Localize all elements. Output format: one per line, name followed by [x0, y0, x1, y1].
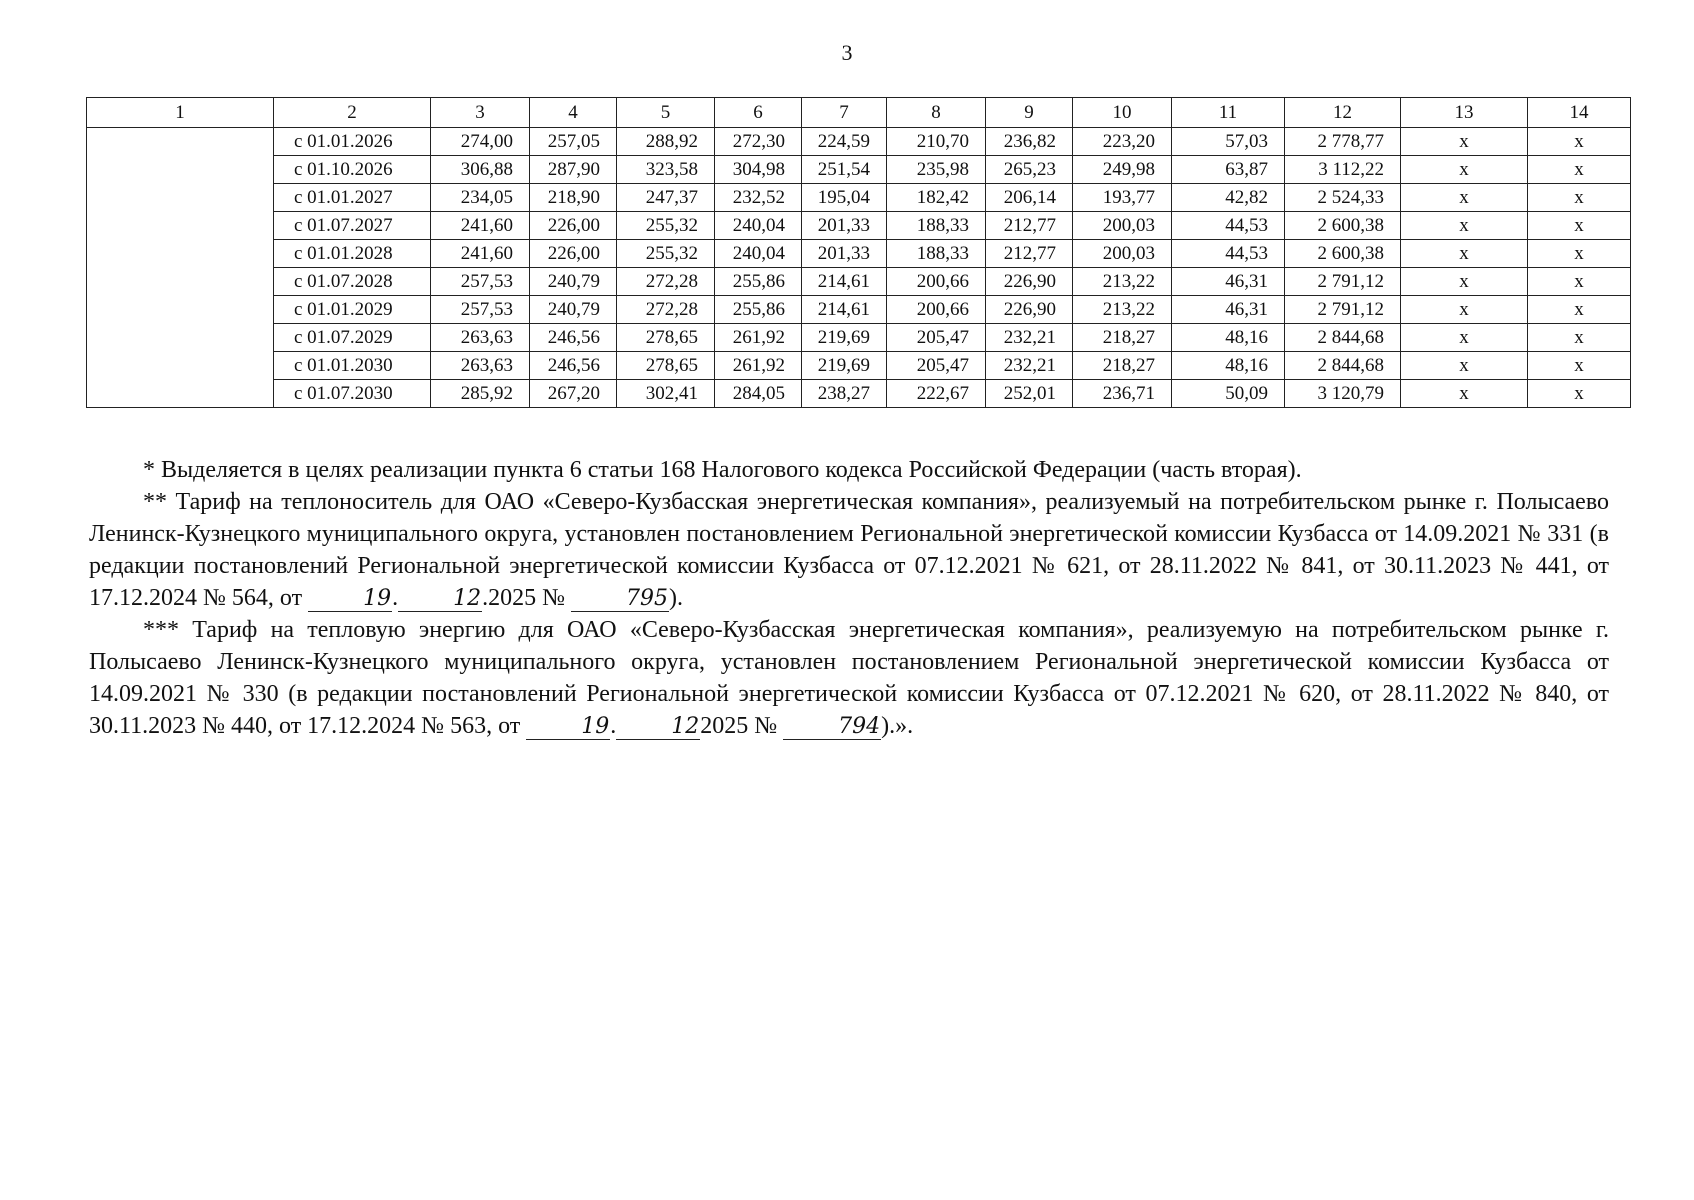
value-cell: 63,87: [1172, 156, 1285, 184]
handwritten-month: 12: [616, 715, 700, 740]
footnote-vat: * Выделяется в целях реализации пункта 6 статьи 168 Налогового кодекса Российской Федерации (часть вторая).: [143, 457, 1302, 483]
value-cell: 2 791,12: [1285, 296, 1401, 324]
value-cell: 285,92: [431, 380, 530, 408]
value-cell: 224,59: [802, 128, 887, 156]
value-cell: 272,28: [617, 296, 715, 324]
value-cell: 278,65: [617, 352, 715, 380]
table-row: [87, 296, 1631, 324]
table-row: [87, 324, 1631, 352]
column-header: 5: [617, 98, 715, 128]
table-row: [87, 352, 1631, 380]
value-cell: 238,27: [802, 380, 887, 408]
value-cell: 218,27: [1073, 324, 1172, 352]
value-cell: x: [1528, 324, 1631, 352]
footnote-heat-carrier: [89, 486, 1609, 614]
value-cell: 284,05: [715, 380, 802, 408]
value-cell: 255,86: [715, 268, 802, 296]
value-cell: 255,32: [617, 240, 715, 268]
value-cell: 44,53: [1172, 240, 1285, 268]
table-header: [87, 98, 1631, 128]
value-cell: x: [1401, 156, 1528, 184]
value-cell: 212,77: [986, 240, 1073, 268]
tariff-table: [86, 97, 1631, 408]
value-cell: 210,70: [887, 128, 986, 156]
value-cell: 226,90: [986, 268, 1073, 296]
value-cell: 240,04: [715, 240, 802, 268]
value-cell: 255,32: [617, 212, 715, 240]
value-cell: x: [1401, 380, 1528, 408]
value-cell: 182,42: [887, 184, 986, 212]
value-cell: 302,41: [617, 380, 715, 408]
header-row: [87, 98, 1631, 128]
value-cell: 200,66: [887, 296, 986, 324]
value-cell: 213,22: [1073, 268, 1172, 296]
value-cell: 234,05: [431, 184, 530, 212]
period-cell: с 01.07.2027: [274, 212, 431, 240]
date-separator: .: [610, 713, 617, 739]
table-row: [87, 128, 1631, 156]
value-cell: 200,03: [1073, 240, 1172, 268]
value-cell: 2 524,33: [1285, 184, 1401, 212]
value-cell: 42,82: [1172, 184, 1285, 212]
value-cell: 46,31: [1172, 296, 1285, 324]
column-header: 13: [1401, 98, 1528, 128]
column-header: 8: [887, 98, 986, 128]
footnote-heat-carrier-text: ** Тариф на теплоноситель для ОАО «Северо-Кузбасская энергетическая компания», реализуемый на потребительском рынке г. Полысаево Ленинск-Кузнецкого муниципального округа, установлен постановлением Региональной энергетической комиссии Кузбасса от 14.09.2021 № 331 (в редакции постановлений Региональной энергетической комиссии Кузбасса от 07.12.2021 № 621, от 28.11.2022 № 841, от 30.11.2023 № 441, от 17.12.2024 № 564, от: [89, 489, 1609, 611]
value-cell: 255,86: [715, 296, 802, 324]
value-cell: x: [1401, 324, 1528, 352]
value-cell: 241,60: [431, 212, 530, 240]
value-cell: 214,61: [802, 296, 887, 324]
value-cell: 219,69: [802, 352, 887, 380]
value-cell: 263,63: [431, 352, 530, 380]
column-header: 9: [986, 98, 1073, 128]
period-cell: с 01.07.2028: [274, 268, 431, 296]
value-cell: 274,00: [431, 128, 530, 156]
value-cell: 232,52: [715, 184, 802, 212]
period-cell: с 01.01.2027: [274, 184, 431, 212]
date-year: 2025 №: [700, 713, 784, 739]
handwritten-month: 12: [398, 587, 482, 612]
footnote-end: ).: [668, 585, 683, 611]
value-cell: 188,33: [887, 212, 986, 240]
period-cell: с 01.01.2026: [274, 128, 431, 156]
value-cell: 246,56: [530, 352, 617, 380]
value-cell: 226,90: [986, 296, 1073, 324]
value-cell: 2 778,77: [1285, 128, 1401, 156]
value-cell: 2 600,38: [1285, 212, 1401, 240]
table-row: [87, 268, 1631, 296]
value-cell: 257,53: [431, 296, 530, 324]
value-cell: 272,30: [715, 128, 802, 156]
value-cell: x: [1528, 296, 1631, 324]
value-cell: 3 120,79: [1285, 380, 1401, 408]
column-header: 12: [1285, 98, 1401, 128]
value-cell: 236,71: [1073, 380, 1172, 408]
value-cell: x: [1528, 268, 1631, 296]
value-cell: 48,16: [1172, 324, 1285, 352]
period-cell: с 01.01.2030: [274, 352, 431, 380]
value-cell: 218,27: [1073, 352, 1172, 380]
handwritten-day: 19: [526, 715, 610, 740]
value-cell: 240,04: [715, 212, 802, 240]
value-cell: x: [1528, 380, 1631, 408]
empty-cell: [87, 128, 274, 408]
value-cell: 232,21: [986, 324, 1073, 352]
value-cell: 263,63: [431, 324, 530, 352]
value-cell: 195,04: [802, 184, 887, 212]
value-cell: 235,98: [887, 156, 986, 184]
page-number: 3: [841, 40, 853, 65]
value-cell: x: [1401, 212, 1528, 240]
value-cell: 2 844,68: [1285, 324, 1401, 352]
column-header: 11: [1172, 98, 1285, 128]
handwritten-number: 794: [783, 715, 881, 740]
value-cell: 222,67: [887, 380, 986, 408]
value-cell: 261,92: [715, 324, 802, 352]
value-cell: 48,16: [1172, 352, 1285, 380]
value-cell: 247,37: [617, 184, 715, 212]
value-cell: 323,58: [617, 156, 715, 184]
value-cell: x: [1528, 240, 1631, 268]
period-cell: с 01.01.2028: [274, 240, 431, 268]
value-cell: x: [1401, 128, 1528, 156]
value-cell: 46,31: [1172, 268, 1285, 296]
value-cell: 232,21: [986, 352, 1073, 380]
value-cell: 257,53: [431, 268, 530, 296]
value-cell: 240,79: [530, 268, 617, 296]
value-cell: 240,79: [530, 296, 617, 324]
period-cell: с 01.07.2029: [274, 324, 431, 352]
date-separator: .: [392, 585, 399, 611]
value-cell: 205,47: [887, 324, 986, 352]
value-cell: 246,56: [530, 324, 617, 352]
value-cell: 213,22: [1073, 296, 1172, 324]
value-cell: 188,33: [887, 240, 986, 268]
value-cell: x: [1401, 352, 1528, 380]
period-cell: с 01.10.2026: [274, 156, 431, 184]
value-cell: 200,66: [887, 268, 986, 296]
value-cell: x: [1401, 240, 1528, 268]
column-header: 7: [802, 98, 887, 128]
value-cell: 219,69: [802, 324, 887, 352]
table-body: [87, 128, 1631, 408]
value-cell: x: [1528, 352, 1631, 380]
column-header: 3: [431, 98, 530, 128]
value-cell: 2 600,38: [1285, 240, 1401, 268]
column-header: 10: [1073, 98, 1172, 128]
value-cell: 2 844,68: [1285, 352, 1401, 380]
value-cell: 278,65: [617, 324, 715, 352]
table-row: [87, 156, 1631, 184]
value-cell: 44,53: [1172, 212, 1285, 240]
value-cell: 57,03: [1172, 128, 1285, 156]
period-cell: с 01.01.2029: [274, 296, 431, 324]
value-cell: 201,33: [802, 212, 887, 240]
value-cell: x: [1528, 156, 1631, 184]
column-header: 1: [87, 98, 274, 128]
value-cell: 218,90: [530, 184, 617, 212]
value-cell: 249,98: [1073, 156, 1172, 184]
footnote-heat-energy-text: *** Тариф на тепловую энергию для ОАО «Северо-Кузбасская энергетическая компания», реализуемую на потребительском рынке г. Полысаево Ленинск-Кузнецкого муниципального округа, установлен постановлением Региональной энергетической комиссии Кузбасса от 14.09.2021 № 330 (в редакции постановлений Региональной энергетической комиссии Кузбасса от 07.12.2021 № 620, от 28.11.2022 № 840, от 30.11.2023 № 440, от 17.12.2024 № 563, от: [89, 617, 1609, 739]
value-cell: x: [1401, 296, 1528, 324]
period-cell: с 01.07.2030: [274, 380, 431, 408]
value-cell: 212,77: [986, 212, 1073, 240]
value-cell: 288,92: [617, 128, 715, 156]
value-cell: 2 791,12: [1285, 268, 1401, 296]
date-year: .2025 №: [482, 585, 571, 611]
value-cell: 265,23: [986, 156, 1073, 184]
value-cell: x: [1528, 184, 1631, 212]
table-row: [87, 380, 1631, 408]
value-cell: 241,60: [431, 240, 530, 268]
value-cell: x: [1528, 212, 1631, 240]
handwritten-number: 795: [571, 587, 669, 612]
value-cell: 236,82: [986, 128, 1073, 156]
value-cell: 226,00: [530, 240, 617, 268]
value-cell: 3 112,22: [1285, 156, 1401, 184]
value-cell: 200,03: [1073, 212, 1172, 240]
table-row: [87, 212, 1631, 240]
value-cell: 205,47: [887, 352, 986, 380]
value-cell: 226,00: [530, 212, 617, 240]
value-cell: 272,28: [617, 268, 715, 296]
value-cell: 287,90: [530, 156, 617, 184]
value-cell: 223,20: [1073, 128, 1172, 156]
value-cell: 304,98: [715, 156, 802, 184]
value-cell: 257,05: [530, 128, 617, 156]
column-header: 6: [715, 98, 802, 128]
value-cell: 261,92: [715, 352, 802, 380]
table-row: [87, 184, 1631, 212]
value-cell: 251,54: [802, 156, 887, 184]
value-cell: x: [1401, 268, 1528, 296]
value-cell: 50,09: [1172, 380, 1285, 408]
value-cell: 206,14: [986, 184, 1073, 212]
footnote-end: ).».: [881, 713, 914, 739]
value-cell: 252,01: [986, 380, 1073, 408]
value-cell: 193,77: [1073, 184, 1172, 212]
column-header: 14: [1528, 98, 1631, 128]
table-row: [87, 240, 1631, 268]
value-cell: 214,61: [802, 268, 887, 296]
value-cell: 306,88: [431, 156, 530, 184]
column-header: 2: [274, 98, 431, 128]
value-cell: x: [1401, 184, 1528, 212]
footnote-heat-energy: [89, 614, 1609, 742]
value-cell: x: [1528, 128, 1631, 156]
footnotes: [89, 454, 1609, 742]
column-header: 4: [530, 98, 617, 128]
value-cell: 201,33: [802, 240, 887, 268]
handwritten-day: 19: [308, 587, 392, 612]
value-cell: 267,20: [530, 380, 617, 408]
